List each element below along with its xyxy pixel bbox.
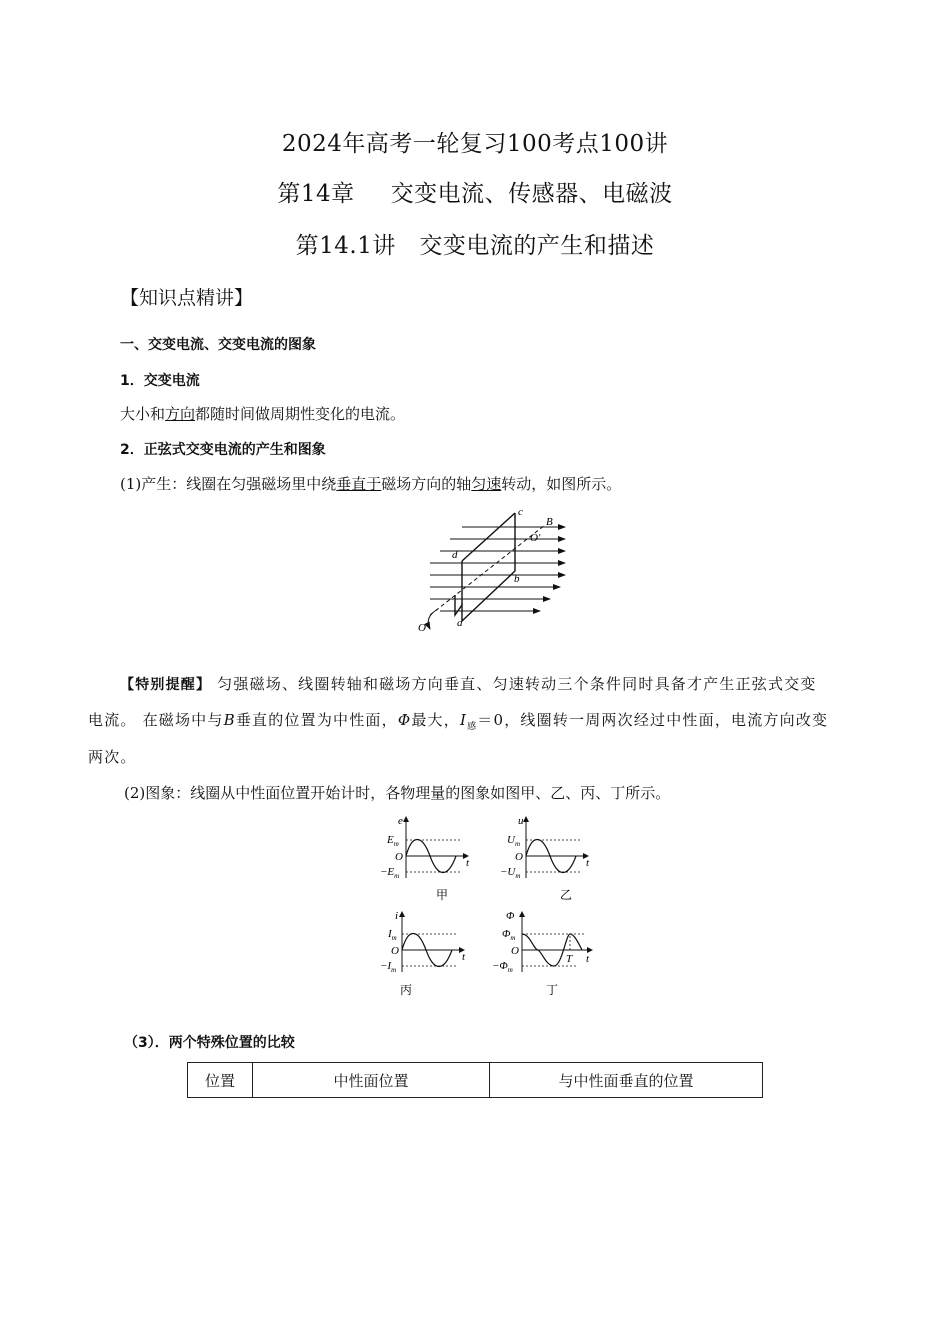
gen-underline-perp: 垂直于 bbox=[336, 475, 382, 493]
label-neg-Im: $-I_m$ bbox=[380, 960, 397, 974]
label-b: b bbox=[514, 573, 520, 585]
axis-t-1: t bbox=[466, 857, 470, 869]
label-O-prime: O′ bbox=[530, 532, 541, 544]
axis-t-4: t bbox=[586, 953, 590, 965]
lecture-title: 第14.1讲 交变电流的产生和描述 bbox=[295, 233, 655, 259]
special-note-line3: 两次。 bbox=[88, 748, 137, 766]
graph-paragraph: (2)图象：线圈从中性面位置开始计时，各物理量的图象如图甲、乙、丙、丁所示。 bbox=[124, 784, 671, 802]
chapter-title bbox=[0, 175, 950, 208]
gen-underline-uniform: 匀速 bbox=[471, 475, 502, 493]
label-Em: $E_m$ bbox=[387, 834, 399, 848]
origin-1: O bbox=[395, 851, 403, 863]
table-header-cell: 位置 bbox=[188, 1063, 253, 1098]
note-text-d: ＝0，线圈转一周两次经过中性面，电流方向改变 bbox=[477, 711, 829, 729]
note-symbol-I: I bbox=[459, 711, 468, 729]
label-phim: $\Phi_m$ bbox=[502, 928, 516, 942]
label-a: a bbox=[457, 617, 463, 629]
ac-def-text-b: 都随时间做周期性变化的电流。 bbox=[195, 405, 406, 423]
special-note-line1 bbox=[120, 673, 817, 694]
table-header-cell: 中性面位置 bbox=[253, 1063, 490, 1098]
graph-u bbox=[500, 815, 590, 902]
rotation-arrow bbox=[428, 609, 438, 629]
label-B: B bbox=[546, 516, 553, 528]
section-heading-1: 一、交变电流、交变电流的图象 bbox=[120, 337, 316, 353]
gen-text-a: (1)产生：线圈在匀强磁场里中绕 bbox=[120, 475, 337, 493]
gen-text-c: 转动，如图所示。 bbox=[501, 475, 622, 493]
special-note-text1: 匀强磁场、线圈转轴和磁场方向垂直、匀速转动三个条件同时具备才产生正弦式交变 bbox=[211, 675, 817, 693]
gen-text-b: 磁场方向的轴 bbox=[381, 475, 472, 493]
comparison-table bbox=[187, 1062, 763, 1098]
label-c: c bbox=[518, 506, 523, 518]
note-sub: 感 bbox=[467, 722, 478, 732]
special-note-label: 【特别提醒】 bbox=[120, 677, 212, 693]
label-d: d bbox=[452, 549, 458, 561]
graph-i bbox=[380, 910, 466, 997]
note-symbol-phi: Φ bbox=[397, 711, 412, 729]
axis-u: u bbox=[518, 815, 524, 827]
axis-t-2: t bbox=[586, 857, 590, 869]
graph-phi bbox=[492, 910, 592, 997]
label-neg-Um: $-U_m$ bbox=[500, 866, 521, 880]
graphs-figure bbox=[370, 812, 610, 1002]
caption-ding: 丁 bbox=[546, 983, 559, 997]
generation-paragraph bbox=[120, 473, 621, 494]
label-neg-Em: $-E_m$ bbox=[380, 866, 400, 880]
label-Um: $U_m$ bbox=[507, 834, 521, 848]
note-symbol-B: B bbox=[223, 711, 236, 729]
origin-4: O bbox=[511, 945, 519, 957]
label-Im: $I_m$ bbox=[388, 928, 397, 942]
ac-def-text-a: 大小和 bbox=[120, 405, 166, 423]
doc-title: 2024年高考一轮复习100考点100讲 bbox=[281, 131, 669, 157]
axis-t-3: t bbox=[462, 951, 466, 963]
ac-def-underline: 方向 bbox=[165, 405, 196, 423]
field-lines bbox=[430, 527, 565, 611]
graph-e bbox=[380, 815, 470, 902]
axis-e: e bbox=[398, 815, 403, 827]
caption-yi: 乙 bbox=[560, 888, 573, 902]
subheading-ac: 1．交变电流 bbox=[120, 373, 200, 389]
axis-i: i bbox=[395, 910, 399, 922]
section-bracket-heading: 【知识点精讲】 bbox=[120, 287, 254, 309]
special-note-line2 bbox=[88, 709, 828, 732]
table-header-cell: 与中性面垂直的位置 bbox=[490, 1063, 763, 1098]
chapter-name: 交变电流、传感器、电磁波 bbox=[390, 181, 673, 207]
table-header-row bbox=[188, 1063, 763, 1098]
caption-jia: 甲 bbox=[436, 888, 449, 902]
origin-2: O bbox=[515, 851, 523, 863]
note-text-c: 最大， bbox=[411, 711, 460, 729]
label-neg-phim: $-\Phi_m$ bbox=[492, 960, 513, 974]
ac-definition bbox=[120, 403, 405, 424]
chapter-number: 第14章 bbox=[277, 181, 355, 207]
subheading-sinusoidal: 2．正弦式交变电流的产生和图象 bbox=[120, 442, 326, 458]
note-text-b: 垂直的位置为中性面， bbox=[235, 711, 398, 729]
section-heading-3: （3）．两个特殊位置的比较 bbox=[124, 1035, 295, 1051]
note-text-a: 电流。 在磁场中与 bbox=[88, 711, 224, 729]
label-T: T bbox=[566, 953, 573, 965]
label-O: O bbox=[418, 622, 426, 634]
caption-bing: 丙 bbox=[400, 983, 413, 997]
coil-loop bbox=[455, 513, 515, 621]
axis-phi: Φ bbox=[506, 910, 515, 922]
origin-3: O bbox=[391, 945, 399, 957]
coil-diagram bbox=[410, 505, 580, 635]
